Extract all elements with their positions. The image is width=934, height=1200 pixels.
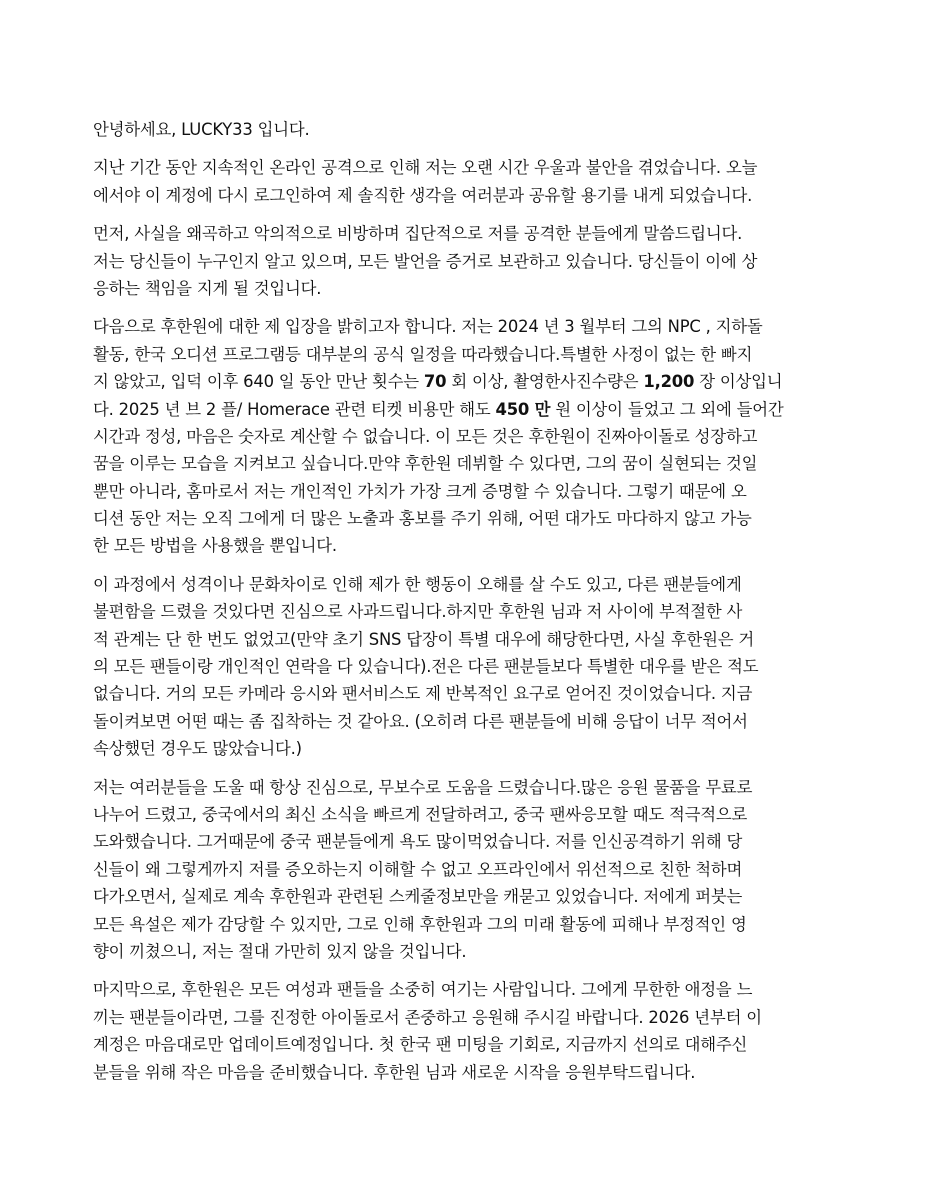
paragraph-5 bbox=[93, 774, 845, 966]
paragraph-line: 분들을 위해 작은 마음을 준비했습니다. 후한원 님과 새로운 시작을 응원부탁드립니다. bbox=[93, 1062, 696, 1082]
text-run: 장 이상입니 bbox=[694, 372, 783, 392]
paragraph-line: 의 모든 팬들이랑 개인적인 연락을 다 있습니다).전은 다른 팬분들보다 특별한 대우를 받은 적도 bbox=[93, 657, 759, 677]
paragraph-line: 마지막으로, 후한원은 모든 여성과 팬들을 소중히 여기는 사람입니다. 그에게 무한한 애정을 느 bbox=[93, 980, 753, 1000]
paragraph-line: 돌이켜보면 어떤 때는 좀 집착하는 것 같아요. (오히려 다른 팬분들에 비해 응답이 너무 적어서 bbox=[93, 711, 748, 731]
paragraph-line: 디션 동안 저는 오직 그에게 더 많은 노출과 홍보를 주기 위해, 어떤 대가도 마다하지 않고 가능 bbox=[93, 509, 752, 529]
paragraph-line: 적 관계는 단 한 번도 없었고(만약 초기 SNS 답장이 특별 대우에 해당한다면, 사실 후한원은 거 bbox=[93, 629, 754, 649]
paragraph-line bbox=[93, 396, 845, 423]
paragraph-line: 뿐만 아니라, 홈마로서 저는 개인적인 가치가 가장 크게 증명할 수 있습니다. 그렇기 때문에 오 bbox=[93, 481, 747, 501]
letter-body bbox=[93, 116, 845, 1086]
paragraph-line: 저는 여러분들을 도울 때 항상 진심으로, 무보수로 도움을 드렸습니다.많은 응원 물품을 무료로 bbox=[93, 777, 753, 797]
paragraph-line: 에서야 이 계정에 다시 로그인하여 제 솔직한 생각을 여러분과 공유할 용기를 내게 되었습니다. bbox=[93, 185, 753, 205]
text-run: 원 이상이 들었고 그 외에 들어간 bbox=[550, 399, 784, 419]
paragraph-line: 향이 끼쳤으니, 저는 절대 가만히 있지 않을 것입니다. bbox=[93, 941, 467, 961]
paragraph-3 bbox=[93, 313, 845, 560]
paragraph-line: 먼저, 사실을 왜곡하고 악의적으로 비방하며 집단적으로 저를 공격한 분들에게 말씀드립니다. bbox=[93, 224, 743, 244]
paragraph-line: 끼는 팬분들이라면, 그를 진정한 아이돌로서 존중하고 응원해 주시길 바랍니다. 2026 년부터 이 bbox=[93, 1007, 762, 1027]
paragraph-line: 속상했던 경우도 많았습니다.) bbox=[93, 739, 302, 759]
paragraph-line: 계정은 마음대로만 업데이트예정입니다. 첫 한국 팬 미팅을 기회로, 지금까지 선의로 대해주신 bbox=[93, 1035, 748, 1055]
paragraph-line: 꿈을 이루는 모습을 지켜보고 싶습니다.만약 후한원 데뷔할 수 있다면, 그의 꿈이 실현되는 것일 bbox=[93, 454, 758, 474]
paragraph-line: 도와했습니다. 그거때문에 중국 팬분들에게 욕도 많이먹었습니다. 저를 인신공격하기 위해 당 bbox=[93, 832, 743, 852]
paragraph-line: 나누어 드렸고, 중국에서의 최신 소식을 빠르게 전달하려고, 중국 팬싸응모할 때도 적극적으로 bbox=[93, 804, 748, 824]
paragraph-line: 신들이 왜 그렇게까지 저를 증오하는지 이해할 수 없고 오프라인에서 위선적으로 친한 척하며 bbox=[93, 859, 743, 879]
paragraph-line: 다가오면서, 실제로 계속 후한원과 관련된 스케줄정보만을 캐묻고 있었습니다. 저에게 퍼붓는 bbox=[93, 887, 743, 907]
paragraph-line: 다음으로 후한원에 대한 제 입장을 밝히고자 합니다. 저는 2024 년 3 월부터 그의 NPC , 지하돌 bbox=[93, 317, 763, 337]
paragraph-line: 모든 욕설은 제가 감당할 수 있지만, 그로 인해 후한원과 그의 미래 활동에 피해나 부정적인 영 bbox=[93, 914, 747, 934]
photo-count-value: 1,200 bbox=[643, 372, 695, 392]
paragraph-4 bbox=[93, 571, 845, 763]
paragraph-6 bbox=[93, 976, 845, 1086]
paragraph-line: 이 과정에서 성격이나 문화차이로 인해 제가 한 행동이 오해를 살 수도 있고, 다른 팬분들에게 bbox=[93, 574, 742, 594]
paragraph-line: 한 모든 방법을 사용했을 뿐입니다. bbox=[93, 536, 337, 556]
paragraph-2 bbox=[93, 220, 845, 302]
paragraph-line bbox=[93, 368, 845, 395]
paragraph-line: 지난 기간 동안 지속적인 온라인 공격으로 인해 저는 오랜 시간 우울과 불안을 겪었습니다. 오늘 bbox=[93, 158, 758, 178]
text-run: 회 이상, 촬영한사진수량은 bbox=[446, 372, 644, 392]
meeting-count-value: 70 bbox=[423, 372, 447, 392]
paragraph-line: 시간과 정성, 마음은 숫자로 계산할 수 없습니다. 이 모든 것은 후한원이 진짜아이돌로 성장하고 bbox=[93, 426, 758, 446]
paragraph-line: 활동, 한국 오디션 프로그램등 대부분의 공식 일정을 따라했습니다.특별한 사정이 없는 한 빠지 bbox=[93, 344, 753, 364]
paragraph-line: 없습니다. 거의 모든 카메라 응시와 팬서비스도 제 반복적인 요구로 얻어진 것이었습니다. 지금 bbox=[93, 684, 753, 704]
paragraph-line: 불편함을 드렸을 것있다면 진심으로 사과드립니다.하지만 후한원 님과 저 사이에 부적절한 사 bbox=[93, 602, 743, 622]
greeting-line: 안녕하세요, LUCKY33 입니다. bbox=[93, 120, 310, 139]
greeting-paragraph bbox=[93, 116, 845, 143]
paragraph-1 bbox=[93, 154, 845, 209]
paragraph-line: 응하는 책임을 지게 될 것입니다. bbox=[93, 278, 322, 298]
text-run: 다. 2025 년 브 2 플/ Homerace 관련 티켓 비용만 해도 bbox=[93, 399, 496, 419]
text-run: 지 않았고, 입덕 이후 640 일 동안 만난 횟수는 bbox=[93, 372, 424, 392]
ticket-cost-value: 450 만 bbox=[495, 399, 551, 419]
paragraph-line: 저는 당신들이 누구인지 알고 있으며, 모든 발언을 증거로 보관하고 있습니다. 당신들이 이에 상 bbox=[93, 251, 758, 271]
